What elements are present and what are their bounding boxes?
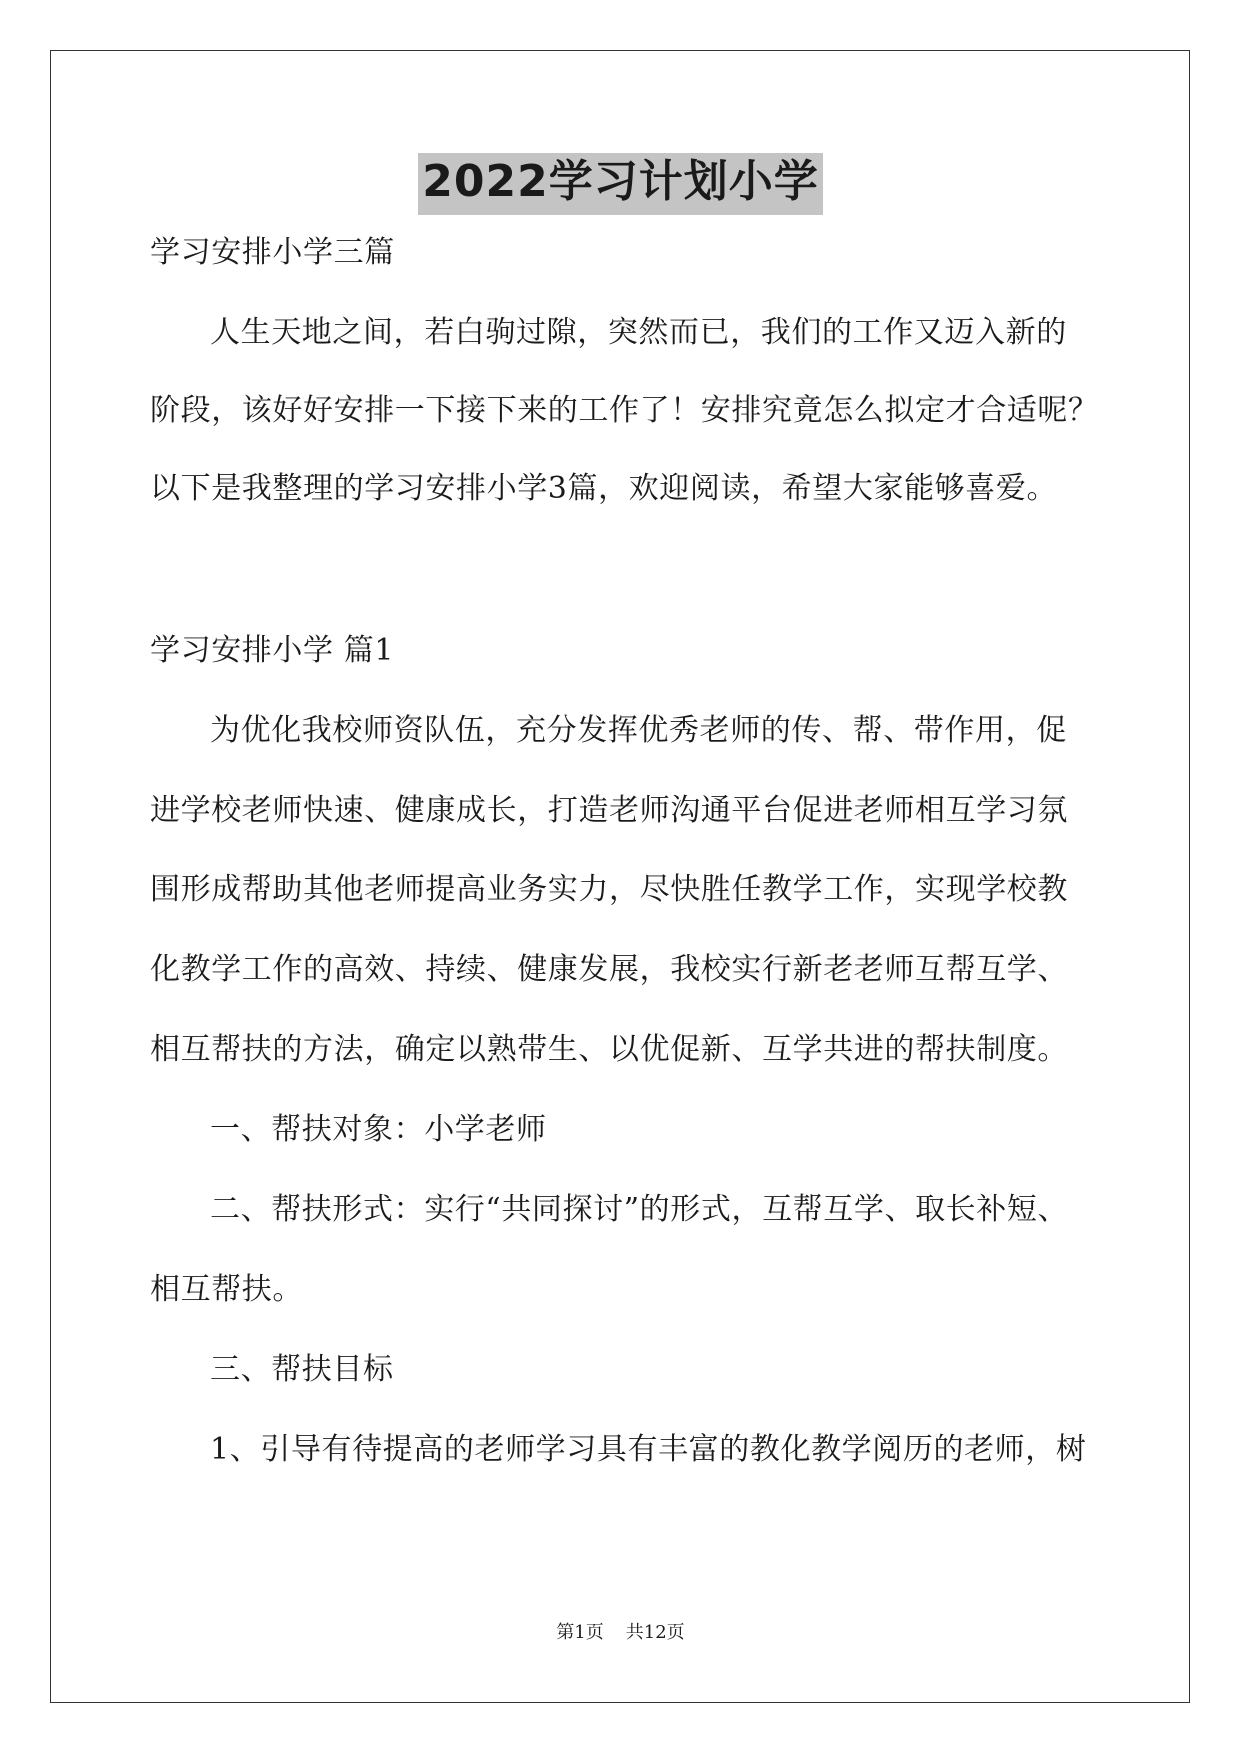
title-container <box>0 153 1241 215</box>
list-item: 一、帮扶对象：小学老师 <box>210 1112 547 1147</box>
document-title: 2022学习计划小学 <box>418 153 822 215</box>
paragraph-line: 进学校老师快速、健康成长，打造老师沟通平台促进老师相互学习氛 <box>150 793 1068 828</box>
paragraph-line: 阶段，该好好安排一下接下来的工作了！安排究竟怎么拟定才合适呢？ <box>150 393 1099 428</box>
paragraph-line: 人生天地之间，若白驹过隙，突然而已，我们的工作又迈入新的 <box>210 315 1067 350</box>
list-item: 三、帮扶目标 <box>210 1352 394 1387</box>
page-total: 共12页 <box>625 1622 685 1643</box>
list-item: 1、引导有待提高的老师学习具有丰富的教化教学阅历的老师，树 <box>210 1432 1087 1467</box>
paragraph-line: 相互帮扶的方法，确定以熟带生、以优促新、互学共进的帮扶制度。 <box>150 1032 1068 1067</box>
page-footer <box>0 1621 1241 1645</box>
paragraph-line: 以下是我整理的学习安排小学3篇，欢迎阅读，希望大家能够喜爱。 <box>150 471 1058 506</box>
paragraph-line: 为优化我校师资队伍，充分发挥优秀老师的传、帮、带作用，促 <box>210 713 1067 748</box>
section-heading: 学习安排小学三篇 <box>150 235 395 270</box>
section-heading: 学习安排小学 篇1 <box>150 633 395 668</box>
paragraph-line: 化教学工作的高效、持续、健康发展，我校实行新老老师互帮互学、 <box>150 952 1068 987</box>
paragraph-line: 围形成帮助其他老师提高业务实力，尽快胜任教学工作，实现学校教 <box>150 872 1068 907</box>
list-item: 二、帮扶形式：实行“共同探讨”的形式，互帮互学、取长补短、 <box>210 1192 1069 1227</box>
page-number: 第1页 <box>556 1622 604 1643</box>
paragraph-line: 相互帮扶。 <box>150 1272 303 1307</box>
